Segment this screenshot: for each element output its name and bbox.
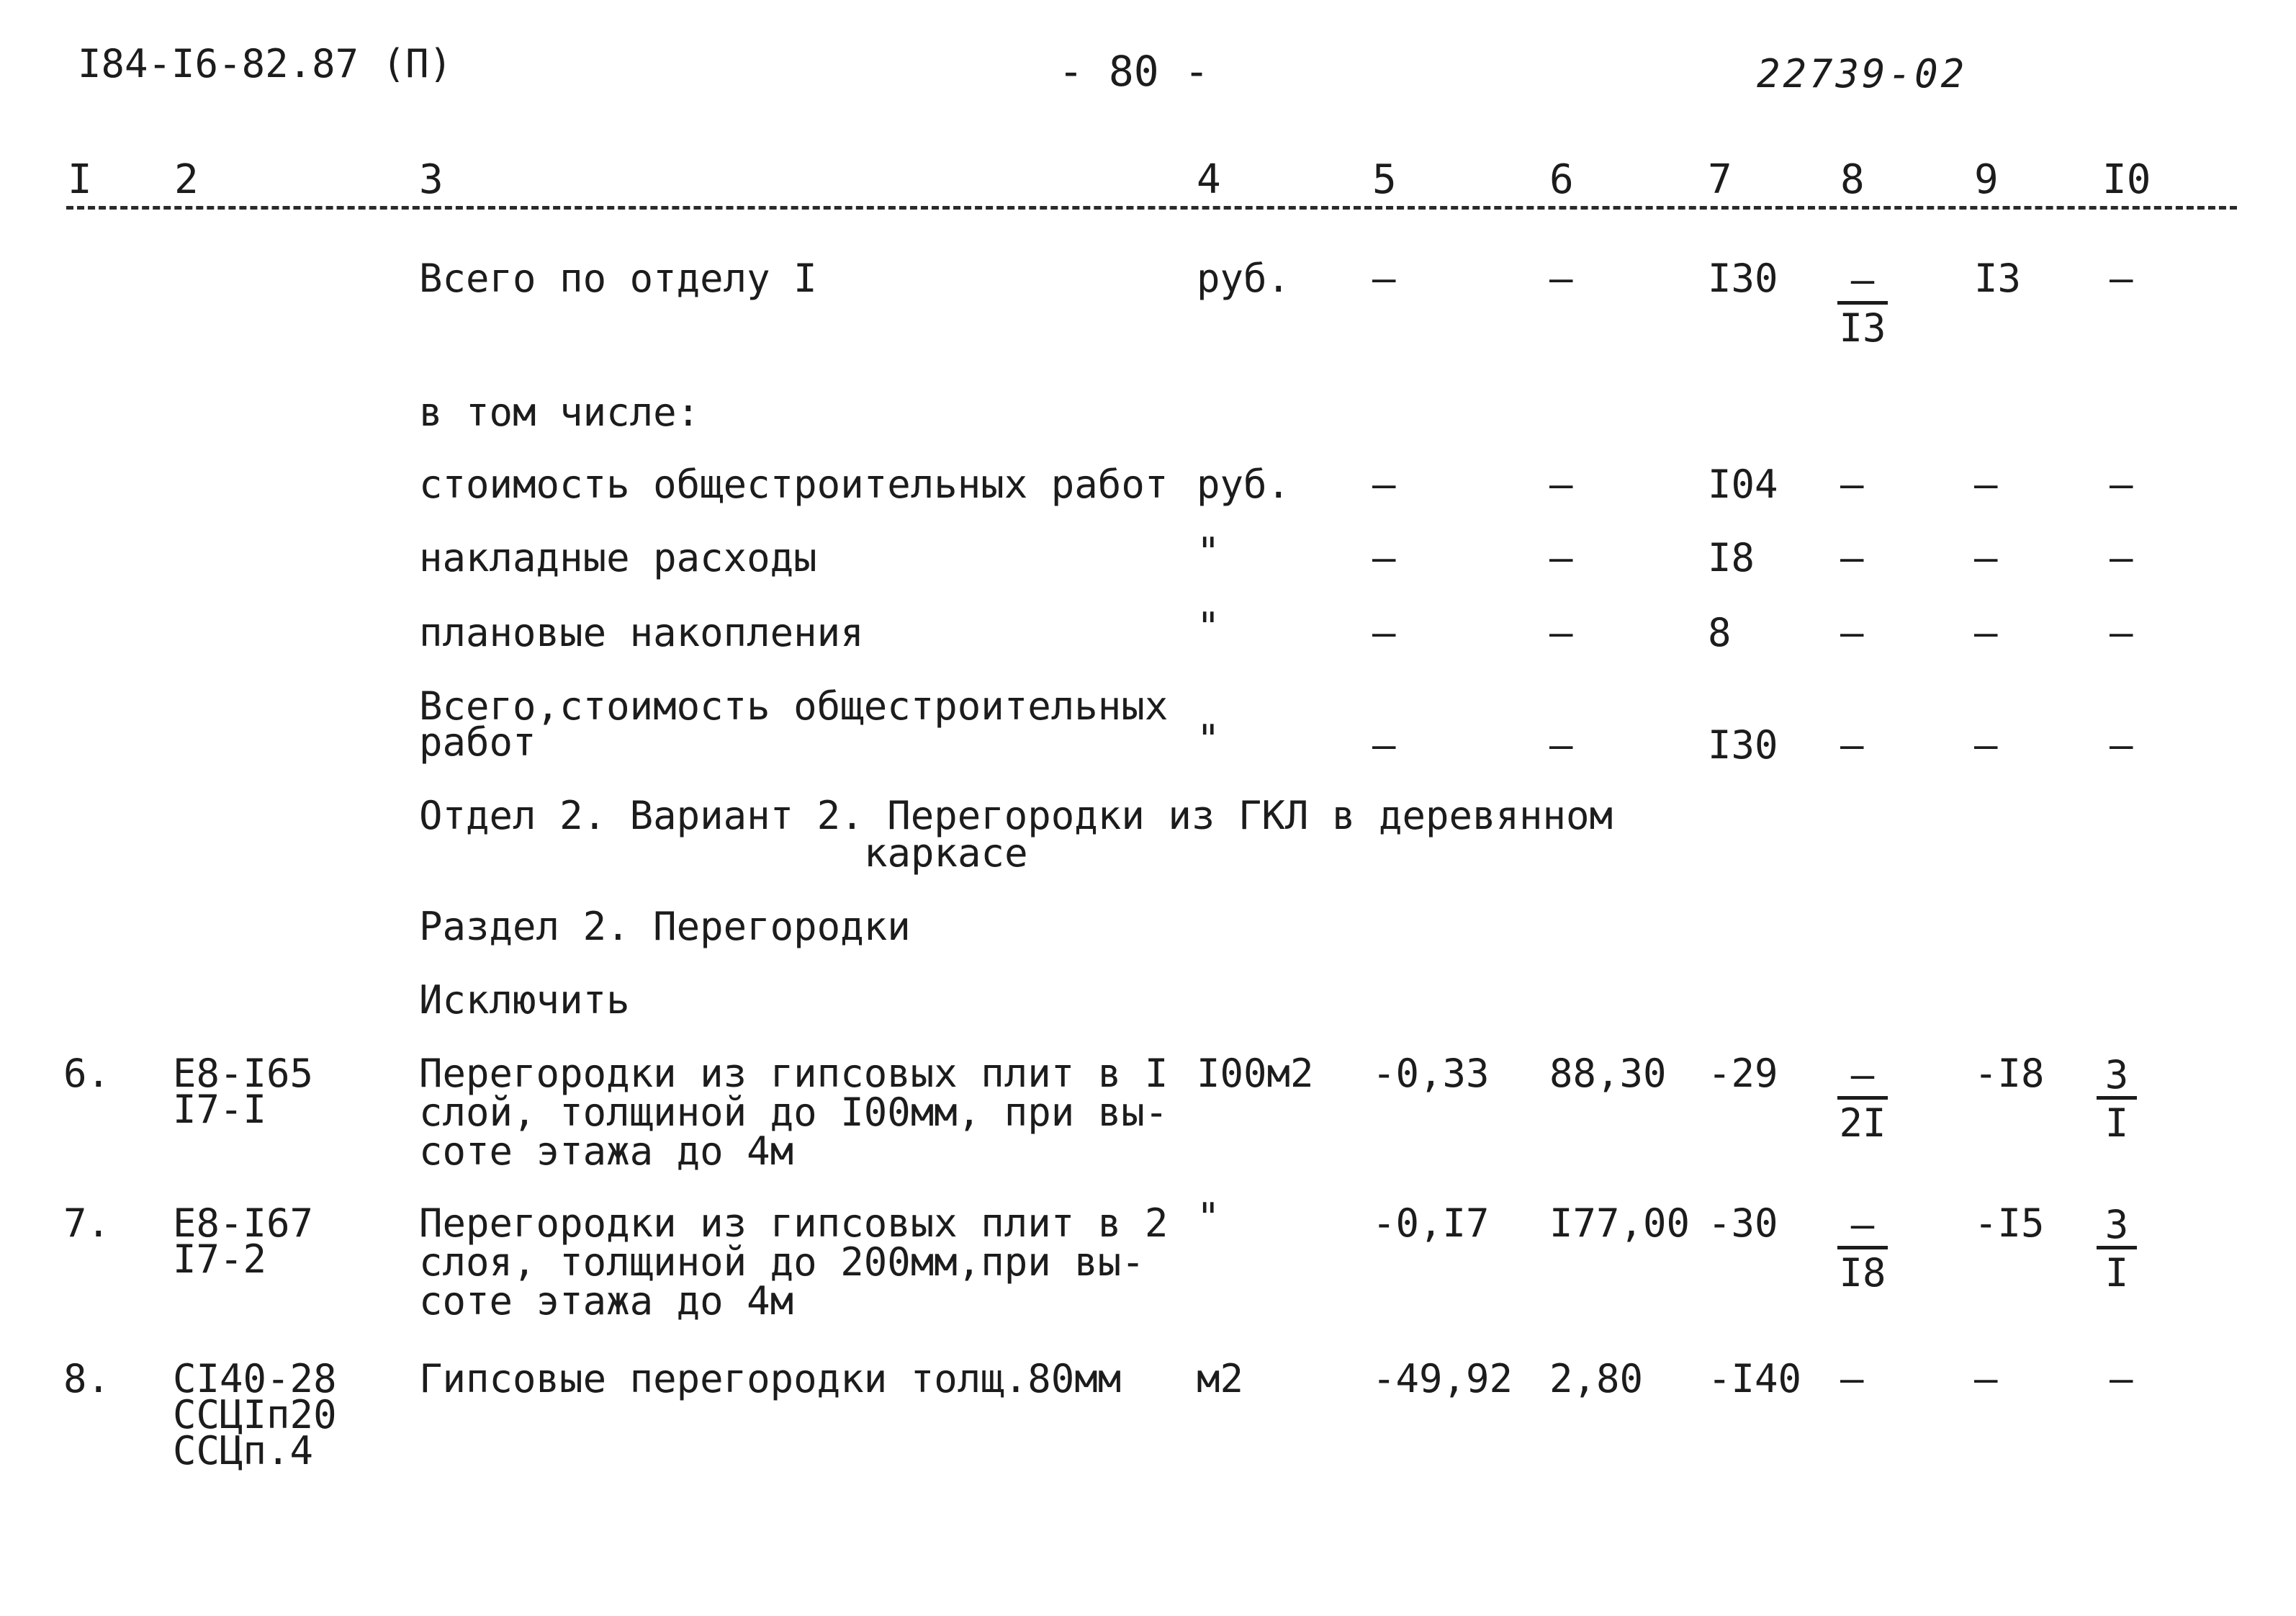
item7-name-line3: соте этажа до 4м: [419, 1278, 794, 1324]
total-dept-col9: I3: [1974, 256, 2022, 301]
total-gen-col6: –: [1549, 722, 1573, 768]
fraction-numerator: 3: [2097, 1056, 2137, 1100]
item6-col10-fraction: [2097, 1052, 2137, 1146]
item8-col9: –: [1974, 1356, 1998, 1401]
overhead-col10: –: [2110, 535, 2133, 580]
planned-col5: –: [1372, 610, 1396, 655]
item6-number: 6.: [63, 1051, 111, 1096]
fraction-numerator: –: [1837, 261, 1888, 305]
gen-works-col9: –: [1974, 462, 1998, 507]
column-header-10: I0: [2102, 156, 2151, 203]
column-header-5: 5: [1372, 156, 1397, 203]
fraction-denominator: I8: [1839, 1250, 1886, 1296]
overhead-col8: –: [1840, 535, 1864, 580]
planned-col7: 8: [1708, 610, 1732, 655]
item8-code-line2: ССЦIп20: [173, 1392, 337, 1437]
dept2-heading-line1: Отдел 2. Вариант 2. Перегородки из ГКЛ в деревянном: [419, 793, 1613, 838]
item6-name-line3: соте этажа до 4м: [419, 1128, 794, 1174]
column-header-9: 9: [1974, 156, 1999, 203]
fraction-numerator: –: [1837, 1056, 1888, 1100]
gen-works-col7: I04: [1708, 462, 1778, 507]
overhead-col6: –: [1549, 535, 1573, 580]
total-gen-col9: –: [1974, 722, 1998, 768]
overhead-unit: ": [1197, 529, 1220, 575]
item6-col6: 88,30: [1549, 1051, 1667, 1096]
planned-col6: –: [1549, 610, 1573, 655]
document-code: I84-I6-82.87 (П): [78, 41, 453, 86]
planned-label: плановые накопления: [419, 610, 864, 655]
column-header-1: I: [68, 156, 92, 203]
total-gen-label-line1: Всего,стоимость общестроительных: [419, 683, 1169, 729]
item7-name-line1: Перегородки из гипсовых плит в 2: [419, 1200, 1169, 1246]
fraction-denominator: I: [2104, 1250, 2129, 1296]
column-header-8: 8: [1840, 156, 1865, 203]
overhead-label: накладные расходы: [419, 535, 817, 580]
including-label: в том числе:: [419, 390, 701, 435]
fraction-denominator: 2I: [1839, 1100, 1886, 1146]
item7-unit: ": [1197, 1195, 1220, 1240]
overhead-col5: –: [1372, 535, 1396, 580]
item7-col8-fraction: [1837, 1202, 1888, 1296]
item8-col8: –: [1840, 1356, 1864, 1401]
item7-name-line2: слоя, толщиной до 200мм,при вы-: [419, 1239, 1145, 1285]
total-gen-col10: –: [2110, 722, 2133, 768]
gen-works-col10: –: [2110, 462, 2133, 507]
column-header-4: 4: [1197, 156, 1221, 203]
gen-works-unit: руб.: [1197, 462, 1291, 507]
item8-col10: –: [2110, 1356, 2133, 1401]
item8-code-line3: ССЦп.4: [173, 1428, 314, 1473]
header-rule: [66, 206, 2237, 210]
item6-col7: -29: [1708, 1051, 1778, 1096]
item6-code-line2: I7-I: [173, 1087, 267, 1132]
gen-works-col8: –: [1840, 462, 1864, 507]
total-gen-col8: –: [1840, 722, 1864, 768]
total-dept-unit: руб.: [1197, 256, 1291, 301]
item8-col7: -I40: [1708, 1356, 1802, 1401]
exclude-label: Исключить: [419, 977, 630, 1023]
total-gen-col7: I30: [1708, 722, 1778, 768]
dept2-heading-line2: каркасе: [864, 830, 1028, 876]
item7-number: 7.: [63, 1200, 111, 1246]
item7-col7: -30: [1708, 1200, 1778, 1246]
item7-col10-fraction: [2097, 1202, 2137, 1296]
item8-col5: -49,92: [1372, 1356, 1513, 1401]
planned-col8: –: [1840, 610, 1864, 655]
fraction-numerator: 3: [2097, 1206, 2137, 1249]
item6-unit: I00м2: [1197, 1051, 1314, 1096]
total-gen-unit: ": [1197, 717, 1220, 762]
gen-works-col5: –: [1372, 462, 1396, 507]
item6-name-line1: Перегородки из гипсовых плит в I: [419, 1051, 1169, 1096]
item8-unit: м2: [1197, 1356, 1244, 1401]
fraction-denominator: I: [2104, 1100, 2129, 1146]
planned-unit: ": [1197, 604, 1220, 650]
total-dept-label: Всего по отделу I: [419, 256, 817, 301]
item6-col9: -I8: [1974, 1051, 2045, 1096]
item6-col8-fraction: [1837, 1052, 1888, 1146]
total-dept-col10: –: [2110, 256, 2133, 301]
item7-code-line1: Е8-I67: [173, 1200, 314, 1246]
column-header-3: 3: [419, 156, 444, 203]
item8-number: 8.: [63, 1356, 111, 1401]
gen-works-label: стоимость общестроительных работ: [419, 462, 1169, 507]
item7-col9: -I5: [1974, 1200, 2045, 1246]
overhead-col9: –: [1974, 535, 1998, 580]
item6-code-line1: Е8-I65: [173, 1051, 314, 1096]
item7-col6: I77,00: [1549, 1200, 1691, 1246]
page-number: - 80 -: [1058, 47, 1210, 96]
item7-code-line2: I7-2: [173, 1236, 267, 1282]
total-gen-label-line2: работ: [419, 719, 536, 765]
column-header-6: 6: [1549, 156, 1574, 203]
fraction-denominator: I3: [1839, 305, 1886, 351]
fraction-numerator: –: [1837, 1206, 1888, 1249]
column-header-7: 7: [1708, 156, 1732, 203]
registration-number: 22739-02: [1757, 51, 1968, 96]
item6-col5: -0,33: [1372, 1051, 1490, 1096]
total-dept-col5: –: [1372, 256, 1396, 301]
planned-col9: –: [1974, 610, 1998, 655]
section2-heading: Раздел 2. Перегородки: [419, 904, 911, 949]
item8-code-line1: СI40-28: [173, 1356, 337, 1401]
total-dept-col8-fraction: [1837, 257, 1888, 351]
total-gen-col5: –: [1372, 722, 1396, 768]
overhead-col7: I8: [1708, 535, 1755, 580]
planned-col10: –: [2110, 610, 2133, 655]
total-dept-col7: I30: [1708, 256, 1778, 301]
item8-name: Гипсовые перегородки толщ.80мм: [419, 1356, 1122, 1401]
item8-col6: 2,80: [1549, 1356, 1644, 1401]
item6-name-line2: слой, толщиной до I00мм, при вы-: [419, 1090, 1169, 1135]
column-header-2: 2: [174, 156, 199, 203]
gen-works-col6: –: [1549, 462, 1573, 507]
total-dept-col6: –: [1549, 256, 1573, 301]
item7-col5: -0,I7: [1372, 1200, 1490, 1246]
